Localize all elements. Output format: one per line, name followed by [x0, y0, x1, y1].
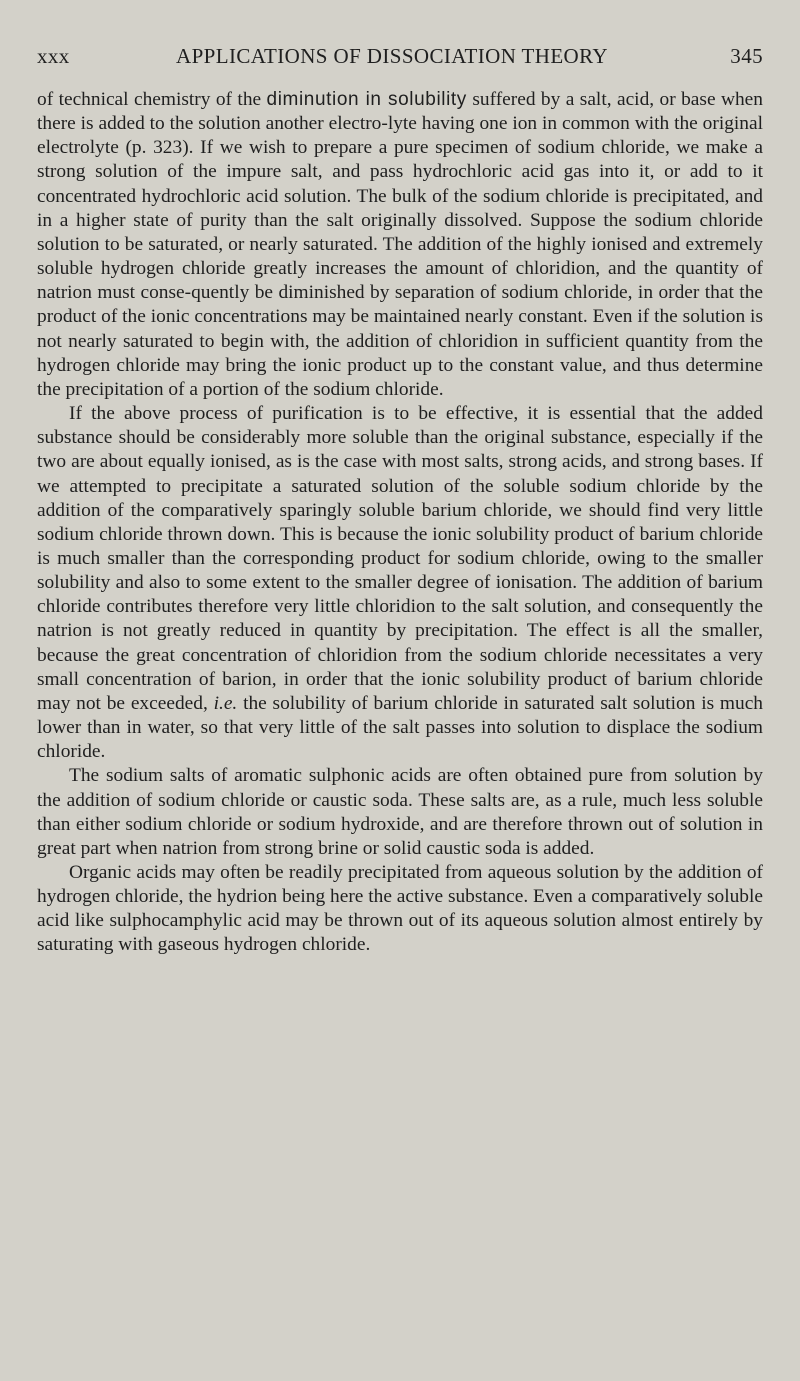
- paragraph-1: [37, 88, 763, 402]
- paragraph-4: Organic acids may often be readily precipitated from aqueous solution by the addition of hydrogen chloride, the hydrion being here the active substance. Even a comparatively soluble acid like sulphocamphylic acid may be thrown out of its aqueous solution almost entirely by saturating with gaseous hydrogen chloride.: [37, 862, 763, 956]
- page-number: 345: [730, 44, 763, 68]
- paragraph-2-rest: the solubility of barium chloride in saturated salt solution is much lower than in water, so that very little of the salt passes into solution to displace the sodium chloride.: [37, 692, 763, 763]
- paragraph-2: [37, 402, 763, 764]
- paragraph-1-lead: of technical chemistry of the: [37, 89, 267, 110]
- paragraph-1-rest: suffered by a salt, acid, or base when there is added to the solution another electro-lyte having one ion in common with the original electrolyte (p. 323). If we wish to prepare a pure specimen of sodium chloride, we make a strong solution of the impure salt, and pass hydrochloric acid gas into it, or add to it concentrated hydrochloric acid solution. The bulk of the sodium chloride is precipitated, and in a higher state of purity than the salt originally dissolved. Suppose the sodium chloride solution to be saturated, or nearly saturated. The addition of the highly ionised and extremely soluble hydrogen chloride greatly increases the amount of chloridion, and the quantity of natrion must conse-quently be diminished by separation of sodium chloride, in order that the product of the ionic concentrations may be maintained nearly constant. Even if the solution is not nearly saturated to begin with, the addition of chloridion in sufficient quantity from the hydrogen chloride may bring the ionic product up to the constant value, and thus determine the precipitation of a portion of the sodium chloride.: [37, 89, 763, 400]
- chapter-number: xxx: [37, 44, 70, 68]
- italic-abbreviation: i.e.: [213, 692, 238, 714]
- running-head: [37, 44, 763, 70]
- emphasized-phrase: diminution in solubility: [266, 89, 467, 110]
- paragraph-2-lead: If the above process of purification is to be effective, it is essential that the added substance should be considerably more soluble than the original substance, especially if the two are about equally ionised, as is the case with most salts, strong acids, and strong bases. If we attempted to precipitate a saturated solution of the soluble sodium chloride by the addition of the comparatively sparingly soluble barium chloride, we should find very little sodium chloride thrown down. This is because the ionic solubility product of barium chloride is much smaller than the corresponding product for sodium chloride, owing to the smaller solubility and also to some extent to the smaller degree of ionisation. The addition of barium chloride contributes therefore very little chloridion to the salt solution, and consequently the natrion is not greatly reduced in quantity by precipitation. The effect is all the smaller, because the great concentration of chloridion from the sodium chloride necessitates a very small concentration of barion, in order that the ionic solubility product of barium chloride may not be exceeded,: [37, 403, 763, 714]
- running-title: APPLICATIONS OF DISSOCIATION THEORY: [176, 44, 608, 68]
- body-text: [37, 88, 763, 958]
- paragraph-3: The sodium salts of aromatic sulphonic acids are often obtained pure from solution by the addition of sodium chloride or caustic soda. These salts are, as a rule, much less soluble than either sodium chloride or sodium hydroxide, and are therefore thrown out of solution in great part when natrion from strong brine or solid caustic soda is added.: [37, 765, 763, 859]
